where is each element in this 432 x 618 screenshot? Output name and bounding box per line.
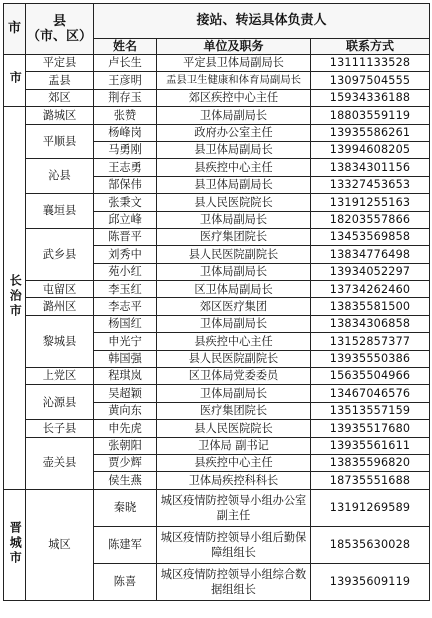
- name-cell: 贾少辉: [94, 454, 157, 471]
- table-row: [4, 385, 430, 402]
- table-row: [4, 107, 430, 124]
- unit-cell: 县疾控中心主任: [157, 333, 311, 350]
- table-row: [4, 298, 430, 315]
- name-cell: 杨峰岗: [94, 124, 157, 141]
- unit-cell: 城区疫情防控领导小组综合数据组组长: [157, 563, 311, 600]
- phone-cell: 13734262460: [311, 281, 430, 298]
- city-cell-jincheng: [4, 489, 26, 600]
- city-cell-changzhi: [4, 107, 26, 490]
- table-row: [4, 159, 430, 176]
- table-row: [4, 89, 430, 106]
- name-cell: 荆存玉: [94, 89, 157, 106]
- city-label: 晋城市: [8, 520, 23, 566]
- phone-cell: 18803559119: [311, 107, 430, 124]
- phone-cell: 13111133528: [311, 55, 430, 72]
- county-cell: 郊区: [26, 89, 94, 106]
- unit-cell: 卫体局副局长: [157, 263, 311, 280]
- phone-cell: 13152857377: [311, 333, 430, 350]
- phone-cell: 13834776498: [311, 246, 430, 263]
- county-cell: 沁源县: [26, 385, 94, 420]
- unit-cell: 郊区医疗集团: [157, 298, 311, 315]
- phone-cell: 15635504966: [311, 368, 430, 385]
- county-cell: 上党区: [26, 368, 94, 385]
- phone-cell: 13097504555: [311, 72, 430, 89]
- name-cell: 卢长生: [94, 55, 157, 72]
- city-cell-shi: [4, 55, 26, 107]
- unit-cell: 县卫体局副局长: [157, 176, 311, 193]
- county-cell: 平定县: [26, 55, 94, 72]
- county-cell: 长子县: [26, 420, 94, 437]
- unit-cell: 城区疫情防控领导小组后勤保障组组长: [157, 526, 311, 563]
- name-cell: 秦晓: [94, 489, 157, 526]
- contact-table: [3, 3, 430, 601]
- name-cell: 马勇刚: [94, 141, 157, 158]
- name-cell: 侯生燕: [94, 472, 157, 489]
- county-cell: 潞州区: [26, 298, 94, 315]
- table-row: [4, 55, 430, 72]
- table-row: [4, 194, 430, 211]
- name-cell: 陈晋平: [94, 228, 157, 245]
- unit-cell: 县疾控中心主任: [157, 159, 311, 176]
- name-cell: 申光宁: [94, 333, 157, 350]
- phone-cell: 13191255163: [311, 194, 430, 211]
- name-cell: 申先虎: [94, 420, 157, 437]
- unit-cell: 县人民医院院长: [157, 194, 311, 211]
- phone-cell: 13935586261: [311, 124, 430, 141]
- unit-cell: 城区疫情防控领导小组办公室副主任: [157, 489, 311, 526]
- phone-cell: 13835581500: [311, 298, 430, 315]
- name-cell: 张赞: [94, 107, 157, 124]
- name-cell: 李玉红: [94, 281, 157, 298]
- table-row: [4, 281, 430, 298]
- unit-cell: 郊区疾控中心主任: [157, 89, 311, 106]
- phone-cell: 13327453653: [311, 176, 430, 193]
- header-unit: 单位及职务: [157, 39, 311, 55]
- city-label: 长治市: [8, 273, 23, 319]
- unit-cell: 区卫体局党委委员: [157, 368, 311, 385]
- county-cell: 盂县: [26, 72, 94, 89]
- name-cell: 陈建军: [94, 526, 157, 563]
- phone-cell: 18535630028: [311, 526, 430, 563]
- phone-cell: 18203557866: [311, 211, 430, 228]
- unit-cell: 卫体局副局长: [157, 385, 311, 402]
- name-cell: 邱立峰: [94, 211, 157, 228]
- unit-cell: 县人民医院副院长: [157, 246, 311, 263]
- phone-cell: 13935561611: [311, 437, 430, 454]
- phone-cell: 13834301156: [311, 159, 430, 176]
- name-cell: 杨国红: [94, 315, 157, 332]
- table-row: [4, 72, 430, 89]
- unit-cell: 县卫体局副局长: [157, 141, 311, 158]
- phone-cell: 13935550386: [311, 350, 430, 367]
- name-cell: 李志平: [94, 298, 157, 315]
- unit-cell: 卫体局副局长: [157, 211, 311, 228]
- unit-cell: 政府办公室主任: [157, 124, 311, 141]
- name-cell: 王彦明: [94, 72, 157, 89]
- table-row: [4, 368, 430, 385]
- unit-cell: 县人民医院院长: [157, 420, 311, 437]
- unit-cell: 卫体局疾控科科长: [157, 472, 311, 489]
- county-cell: 潞城区: [26, 107, 94, 124]
- phone-cell: 13835596820: [311, 454, 430, 471]
- unit-cell: 盂县卫生健康和体育局副局长: [157, 72, 311, 89]
- phone-cell: 13994608205: [311, 141, 430, 158]
- county-cell: 沁县: [26, 159, 94, 194]
- header-county: [26, 4, 94, 55]
- header-county-text: 县 （市、区）: [26, 14, 92, 44]
- phone-cell: 13467046576: [311, 385, 430, 402]
- phone-cell: 13513557159: [311, 402, 430, 419]
- phone-cell: 13935517680: [311, 420, 430, 437]
- name-cell: 程琪岚: [94, 368, 157, 385]
- unit-cell: 区卫体局副局长: [157, 281, 311, 298]
- county-cell: 城区: [26, 489, 94, 600]
- county-cell: 壶关县: [26, 437, 94, 489]
- table-row: [4, 420, 430, 437]
- name-cell: 黄向东: [94, 402, 157, 419]
- name-cell: 韩国强: [94, 350, 157, 367]
- unit-cell: 医疗集团院长: [157, 402, 311, 419]
- unit-cell: 卫体局副局长: [157, 315, 311, 332]
- phone-cell: 13834306858: [311, 315, 430, 332]
- phone-cell: 15934336188: [311, 89, 430, 106]
- name-cell: 刘秀中: [94, 246, 157, 263]
- name-cell: 张秉文: [94, 194, 157, 211]
- county-cell: 平顺县: [26, 124, 94, 159]
- county-cell: 黎城县: [26, 315, 94, 367]
- city-label: 市: [8, 71, 23, 87]
- phone-cell: 13453569858: [311, 228, 430, 245]
- header-name: 姓名: [94, 39, 157, 55]
- county-cell: 武乡县: [26, 228, 94, 280]
- header-phone: 联系方式: [311, 39, 430, 55]
- name-cell: 吴超颖: [94, 385, 157, 402]
- county-cell: 屯留区: [26, 281, 94, 298]
- county-cell: 襄垣县: [26, 194, 94, 229]
- header-city: 市: [4, 4, 26, 55]
- unit-cell: 县人民医院副院长: [157, 350, 311, 367]
- phone-cell: 18735551688: [311, 472, 430, 489]
- unit-cell: 县疾控中心主任: [157, 454, 311, 471]
- unit-cell: 卫体局 副书记: [157, 437, 311, 454]
- name-cell: 郜保伟: [94, 176, 157, 193]
- phone-cell: 13934052297: [311, 263, 430, 280]
- table-row: [4, 315, 430, 332]
- phone-cell: 13935609119: [311, 563, 430, 600]
- table-row: [4, 124, 430, 141]
- phone-cell: 13191269589: [311, 489, 430, 526]
- table-row: [4, 489, 430, 526]
- unit-cell: 卫体局副局长: [157, 107, 311, 124]
- unit-cell: 平定县卫体局副局长: [157, 55, 311, 72]
- name-cell: 苑小红: [94, 263, 157, 280]
- unit-cell: 医疗集团院长: [157, 228, 311, 245]
- header-group: 接站、转运具体负责人: [94, 4, 430, 39]
- table-row: [4, 437, 430, 454]
- name-cell: 张朝阳: [94, 437, 157, 454]
- table-row: [4, 228, 430, 245]
- name-cell: 王志勇: [94, 159, 157, 176]
- name-cell: 陈喜: [94, 563, 157, 600]
